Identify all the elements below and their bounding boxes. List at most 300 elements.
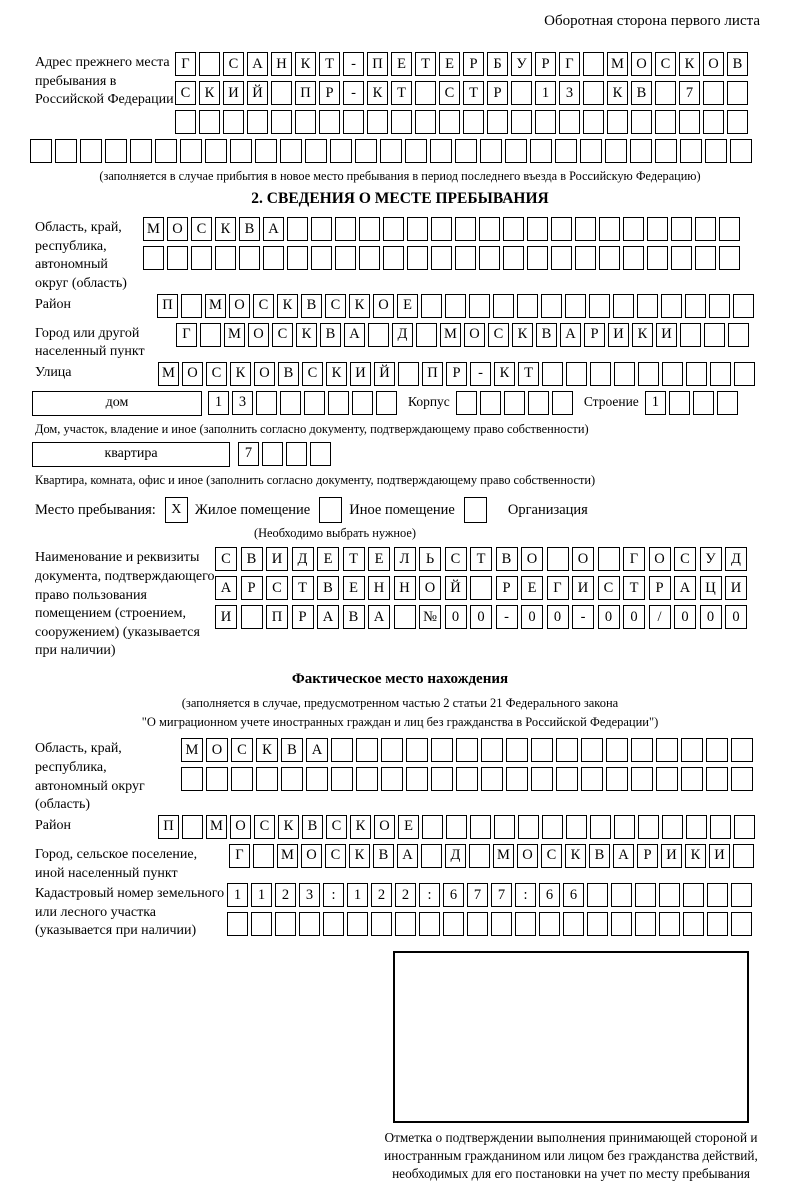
char-cell[interactable]: 6 [539,883,560,907]
char-cell[interactable] [376,391,397,415]
char-cell[interactable]: С [655,52,676,76]
char-cell[interactable] [80,139,102,163]
char-cell[interactable] [262,442,283,466]
char-cell[interactable] [527,246,548,270]
char-cell[interactable] [383,246,404,270]
char-cell[interactable] [705,139,727,163]
char-cell[interactable] [422,815,443,839]
char-cell[interactable] [206,767,228,791]
char-cell[interactable] [647,246,668,270]
char-cell[interactable] [683,883,704,907]
char-cell[interactable]: В [536,323,557,347]
char-cell[interactable] [253,844,274,868]
char-cell[interactable]: Т [470,547,492,571]
char-cell[interactable] [551,246,572,270]
char-cell[interactable] [355,139,377,163]
char-cell[interactable]: М [143,217,164,241]
char-cell[interactable]: - [343,81,364,105]
char-cell[interactable]: О [521,547,543,571]
char-cell[interactable] [455,217,476,241]
char-cell[interactable]: 2 [395,883,416,907]
char-cell[interactable]: К [230,362,251,386]
char-cell[interactable] [431,246,452,270]
char-cell[interactable] [446,815,467,839]
char-cell[interactable] [707,883,728,907]
char-cell[interactable]: С [266,576,288,600]
char-cell[interactable] [590,362,611,386]
char-cell[interactable] [431,738,453,762]
char-cell[interactable]: С [302,362,323,386]
char-cell[interactable]: Т [391,81,412,105]
char-cell[interactable]: С [325,844,346,868]
char-cell[interactable] [730,139,752,163]
char-cell[interactable]: 6 [443,883,464,907]
char-cell[interactable] [263,246,284,270]
char-cell[interactable]: : [323,883,344,907]
char-cell[interactable]: 0 [547,605,569,629]
char-cell[interactable]: О [572,547,594,571]
char-cell[interactable] [528,391,549,415]
char-cell[interactable]: Н [394,576,416,600]
char-cell[interactable] [335,246,356,270]
char-cell[interactable]: К [679,52,700,76]
char-cell[interactable] [656,767,678,791]
char-cell[interactable] [299,912,320,936]
char-cell[interactable] [456,767,478,791]
char-cell[interactable]: № [419,605,441,629]
char-cell[interactable]: О [373,294,394,318]
organization-checkbox[interactable] [464,497,487,523]
char-cell[interactable]: В [301,294,322,318]
char-cell[interactable] [456,391,477,415]
char-cell[interactable] [655,139,677,163]
char-cell[interactable] [623,217,644,241]
char-cell[interactable] [541,294,562,318]
char-cell[interactable] [505,139,527,163]
char-cell[interactable] [734,815,755,839]
char-cell[interactable] [647,217,668,241]
char-cell[interactable] [223,110,244,134]
char-cell[interactable] [30,139,52,163]
char-cell[interactable]: О [254,362,275,386]
char-cell[interactable]: Д [392,323,413,347]
char-cell[interactable]: О [248,323,269,347]
char-cell[interactable] [231,767,253,791]
char-cell[interactable] [703,81,724,105]
char-cell[interactable]: С [325,294,346,318]
char-cell[interactable] [504,391,525,415]
char-cell[interactable] [580,139,602,163]
char-cell[interactable]: К [277,294,298,318]
char-cell[interactable] [710,362,731,386]
other-premise-checkbox[interactable] [319,497,342,523]
char-cell[interactable]: А [674,576,696,600]
char-cell[interactable]: С [598,576,620,600]
char-cell[interactable]: В [239,217,260,241]
char-cell[interactable]: 7 [491,883,512,907]
char-cell[interactable]: А [263,217,284,241]
char-cell[interactable]: Е [521,576,543,600]
char-cell[interactable]: И [661,844,682,868]
char-cell[interactable]: С [254,815,275,839]
char-cell[interactable] [421,844,442,868]
char-cell[interactable]: Б [487,52,508,76]
char-cell[interactable] [662,815,683,839]
char-cell[interactable]: Т [343,547,365,571]
char-cell[interactable]: - [470,362,491,386]
char-cell[interactable] [281,767,303,791]
char-cell[interactable]: - [343,52,364,76]
char-cell[interactable] [575,217,596,241]
char-cell[interactable] [607,110,628,134]
char-cell[interactable]: К [326,362,347,386]
char-cell[interactable] [167,246,188,270]
char-cell[interactable]: М [440,323,461,347]
char-cell[interactable]: О [517,844,538,868]
char-cell[interactable] [310,442,331,466]
char-cell[interactable] [566,362,587,386]
char-cell[interactable]: Ь [419,547,441,571]
char-cell[interactable] [669,391,690,415]
char-cell[interactable]: А [306,738,328,762]
char-cell[interactable]: Р [463,52,484,76]
char-cell[interactable] [470,815,491,839]
char-cell[interactable] [280,391,301,415]
char-cell[interactable]: В [281,738,303,762]
char-cell[interactable]: И [215,605,237,629]
char-cell[interactable] [671,246,692,270]
char-cell[interactable] [506,738,528,762]
char-cell[interactable] [587,912,608,936]
char-cell[interactable] [251,912,272,936]
char-cell[interactable]: 7 [679,81,700,105]
char-cell[interactable]: В [373,844,394,868]
char-cell[interactable] [304,391,325,415]
char-cell[interactable]: С [223,52,244,76]
char-cell[interactable] [199,52,220,76]
house-field[interactable]: дом [32,391,202,416]
char-cell[interactable]: К [512,323,533,347]
char-cell[interactable]: О [703,52,724,76]
char-cell[interactable]: Т [319,52,340,76]
char-cell[interactable] [566,815,587,839]
char-cell[interactable]: Р [319,81,340,105]
char-cell[interactable] [662,362,683,386]
char-cell[interactable]: А [368,605,390,629]
char-cell[interactable]: Р [241,576,263,600]
char-cell[interactable] [331,738,353,762]
char-cell[interactable]: С [439,81,460,105]
char-cell[interactable] [286,442,307,466]
char-cell[interactable]: И [656,323,677,347]
char-cell[interactable]: У [511,52,532,76]
char-cell[interactable] [381,767,403,791]
char-cell[interactable]: 3 [299,883,320,907]
char-cell[interactable]: Т [463,81,484,105]
char-cell[interactable] [733,294,754,318]
char-cell[interactable]: М [224,323,245,347]
char-cell[interactable] [717,391,738,415]
char-cell[interactable]: К [215,217,236,241]
char-cell[interactable] [635,883,656,907]
char-cell[interactable] [347,912,368,936]
char-cell[interactable] [416,323,437,347]
char-cell[interactable]: А [215,576,237,600]
char-cell[interactable] [583,81,604,105]
char-cell[interactable]: Й [374,362,395,386]
char-cell[interactable]: В [343,605,365,629]
char-cell[interactable]: А [344,323,365,347]
char-cell[interactable]: 0 [674,605,696,629]
char-cell[interactable]: М [206,815,227,839]
char-cell[interactable]: К [256,738,278,762]
char-cell[interactable] [227,912,248,936]
char-cell[interactable] [356,738,378,762]
char-cell[interactable] [295,110,316,134]
char-cell[interactable]: И [350,362,371,386]
char-cell[interactable] [405,139,427,163]
char-cell[interactable] [695,246,716,270]
char-cell[interactable]: П [295,81,316,105]
char-cell[interactable] [479,246,500,270]
char-cell[interactable]: Г [176,323,197,347]
char-cell[interactable]: К [296,323,317,347]
char-cell[interactable] [356,767,378,791]
char-cell[interactable] [155,139,177,163]
char-cell[interactable] [407,217,428,241]
char-cell[interactable] [398,362,419,386]
char-cell[interactable]: О [230,815,251,839]
char-cell[interactable] [487,110,508,134]
char-cell[interactable] [352,391,373,415]
char-cell[interactable] [335,217,356,241]
char-cell[interactable] [439,110,460,134]
char-cell[interactable] [638,815,659,839]
char-cell[interactable] [330,139,352,163]
char-cell[interactable]: Р [535,52,556,76]
char-cell[interactable] [494,815,515,839]
char-cell[interactable] [552,391,573,415]
char-cell[interactable]: К [607,81,628,105]
char-cell[interactable] [383,217,404,241]
char-cell[interactable] [491,912,512,936]
char-cell[interactable] [598,547,620,571]
char-cell[interactable]: Т [292,576,314,600]
char-cell[interactable] [415,110,436,134]
char-cell[interactable] [445,294,466,318]
char-cell[interactable] [205,139,227,163]
char-cell[interactable]: С [191,217,212,241]
char-cell[interactable]: Г [175,52,196,76]
char-cell[interactable]: Л [394,547,416,571]
char-cell[interactable]: М [607,52,628,76]
char-cell[interactable] [415,81,436,105]
char-cell[interactable] [328,391,349,415]
char-cell[interactable] [493,294,514,318]
char-cell[interactable] [704,323,725,347]
char-cell[interactable] [181,294,202,318]
char-cell[interactable]: М [277,844,298,868]
char-cell[interactable] [55,139,77,163]
char-cell[interactable]: В [589,844,610,868]
char-cell[interactable]: К [494,362,515,386]
char-cell[interactable]: О [464,323,485,347]
char-cell[interactable]: Г [229,844,250,868]
char-cell[interactable]: В [241,547,263,571]
char-cell[interactable]: Й [247,81,268,105]
char-cell[interactable]: Р [649,576,671,600]
char-cell[interactable] [671,217,692,241]
char-cell[interactable] [343,110,364,134]
char-cell[interactable]: Г [547,576,569,600]
char-cell[interactable]: И [709,844,730,868]
char-cell[interactable] [581,767,603,791]
char-cell[interactable]: С [206,362,227,386]
char-cell[interactable] [517,294,538,318]
char-cell[interactable]: : [419,883,440,907]
char-cell[interactable]: Й [445,576,467,600]
char-cell[interactable]: Е [343,576,365,600]
char-cell[interactable] [275,912,296,936]
char-cell[interactable] [599,217,620,241]
char-cell[interactable]: А [247,52,268,76]
char-cell[interactable] [319,110,340,134]
residential-premise-checkbox[interactable]: X [165,497,188,523]
char-cell[interactable] [455,246,476,270]
char-cell[interactable]: Е [398,815,419,839]
char-cell[interactable] [311,217,332,241]
char-cell[interactable] [581,738,603,762]
char-cell[interactable] [287,217,308,241]
char-cell[interactable]: К [199,81,220,105]
char-cell[interactable]: 1 [251,883,272,907]
char-cell[interactable]: М [181,738,203,762]
char-cell[interactable] [443,912,464,936]
char-cell[interactable] [191,246,212,270]
char-cell[interactable] [380,139,402,163]
char-cell[interactable] [685,294,706,318]
char-cell[interactable]: Е [317,547,339,571]
char-cell[interactable] [731,738,753,762]
char-cell[interactable]: С [326,815,347,839]
char-cell[interactable] [542,362,563,386]
char-cell[interactable]: А [317,605,339,629]
char-cell[interactable] [255,139,277,163]
char-cell[interactable]: В [727,52,748,76]
char-cell[interactable] [613,294,634,318]
char-cell[interactable]: С [215,547,237,571]
char-cell[interactable] [241,605,263,629]
char-cell[interactable]: 0 [445,605,467,629]
char-cell[interactable]: Р [446,362,467,386]
char-cell[interactable]: О [229,294,250,318]
char-cell[interactable] [727,110,748,134]
apartment-field[interactable]: квартира [32,442,230,467]
char-cell[interactable]: А [613,844,634,868]
char-cell[interactable] [359,246,380,270]
char-cell[interactable] [239,246,260,270]
char-cell[interactable] [215,246,236,270]
char-cell[interactable] [706,767,728,791]
char-cell[interactable] [481,738,503,762]
char-cell[interactable]: 1 [535,81,556,105]
char-cell[interactable] [631,767,653,791]
char-cell[interactable]: - [496,605,518,629]
char-cell[interactable]: 0 [623,605,645,629]
char-cell[interactable]: Н [368,576,390,600]
char-cell[interactable]: П [266,605,288,629]
char-cell[interactable] [680,139,702,163]
char-cell[interactable] [635,912,656,936]
char-cell[interactable]: - [572,605,594,629]
char-cell[interactable] [407,246,428,270]
char-cell[interactable] [359,217,380,241]
char-cell[interactable] [421,294,442,318]
char-cell[interactable]: П [367,52,388,76]
char-cell[interactable] [200,323,221,347]
char-cell[interactable] [614,362,635,386]
char-cell[interactable] [371,912,392,936]
char-cell[interactable] [611,883,632,907]
char-cell[interactable] [542,815,563,839]
char-cell[interactable]: П [158,815,179,839]
char-cell[interactable]: С [231,738,253,762]
char-cell[interactable]: / [649,605,671,629]
char-cell[interactable] [679,110,700,134]
char-cell[interactable]: О [206,738,228,762]
char-cell[interactable] [630,139,652,163]
char-cell[interactable] [599,246,620,270]
char-cell[interactable] [527,217,548,241]
char-cell[interactable]: В [317,576,339,600]
char-cell[interactable]: А [560,323,581,347]
char-cell[interactable] [575,246,596,270]
char-cell[interactable] [638,362,659,386]
char-cell[interactable]: В [302,815,323,839]
char-cell[interactable]: 0 [725,605,747,629]
char-cell[interactable] [470,576,492,600]
char-cell[interactable] [511,81,532,105]
char-cell[interactable]: М [493,844,514,868]
char-cell[interactable] [467,912,488,936]
char-cell[interactable]: Н [271,52,292,76]
char-cell[interactable]: Р [584,323,605,347]
char-cell[interactable]: Г [623,547,645,571]
char-cell[interactable] [695,217,716,241]
char-cell[interactable] [480,139,502,163]
char-cell[interactable] [686,815,707,839]
char-cell[interactable] [394,605,416,629]
char-cell[interactable] [589,294,610,318]
char-cell[interactable] [280,139,302,163]
char-cell[interactable] [719,217,740,241]
char-cell[interactable] [395,912,416,936]
char-cell[interactable]: С [488,323,509,347]
char-cell[interactable] [659,912,680,936]
char-cell[interactable] [551,217,572,241]
char-cell[interactable] [431,767,453,791]
char-cell[interactable]: Т [623,576,645,600]
char-cell[interactable]: В [496,547,518,571]
char-cell[interactable] [631,110,652,134]
char-cell[interactable]: 1 [208,391,229,415]
char-cell[interactable]: П [157,294,178,318]
char-cell[interactable]: 7 [467,883,488,907]
char-cell[interactable]: И [266,547,288,571]
char-cell[interactable]: Ц [700,576,722,600]
char-cell[interactable]: 6 [563,883,584,907]
char-cell[interactable]: О [301,844,322,868]
